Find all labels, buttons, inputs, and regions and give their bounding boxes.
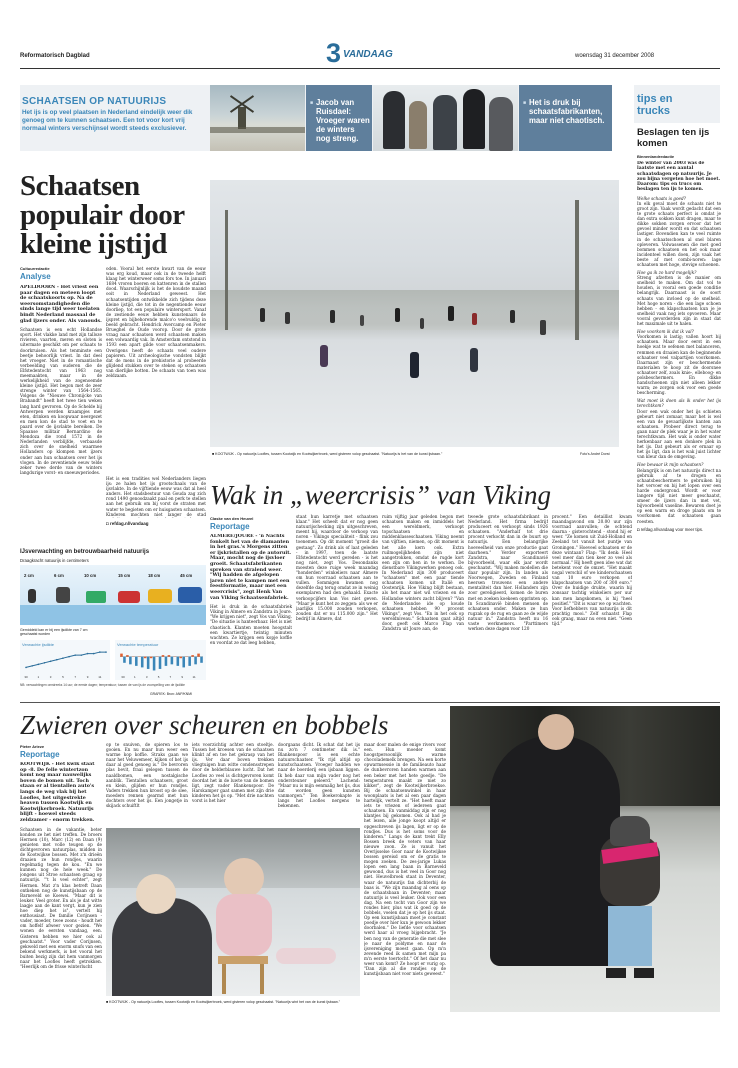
article1-column [106,266,206,476]
sidebar-kicker-top: tips en [637,93,673,105]
temp-tick-label: 9 [181,675,184,679]
article2-body: ruim vijftig jaar geleden begon met schaatsen maken en inmiddels het een wereldmerk, verkoopt topschaatsen en middenklasseschaatsen. Viking neemt van vijftien, niemen, op dit moment is het alle kern ook. Extra ruilmogelijkheden zijn niet aangetrokken, omdat de rugde kort een zijn om hen in te werken. De dienstbare Vikingwerken genoeg ook. In Nederland zijn 300 produceert "schaatsen" met een paar tiende schaatsen komen uit Italië en Oostenrijk. Hoe Viking blijft bestaan, als het maar niet wil vriezen en de Hollandse winters zacht blijven? "Van de Nederlandse ide op koude schaatsen hebben 90 procent Vikings", zegt Vos. "En in het ook op wereldniveau." Schaatsen gaat altijd door, geeft ook Marco Flap van Zandstra uit Joure aan, de [382,514,464,632]
article3-column [192,742,274,824]
temp-bar [191,655,194,657]
article3-headline: Zwieren over scheuren en bobbels [20,710,389,740]
temp-tick-label: 1 [133,675,136,679]
temp-bar [150,657,153,659]
thickness-label: 6 cm [54,573,64,578]
article2-body: Het is druk in de schaatsfabriek Viking in Almere en Zandstra in Joure. "We krijgen niet", zegt Vos van Viking. "De situatie is hanteerbaar. Het is niet chaotisch. Klanten moeten hoogstalt een kwartiertje, twintig minuten wachten. Ze krijgen een kopje koffie en voordat ze dat leeg hebben, [210,604,292,645]
lorry-icon [178,587,202,603]
sidebar-byline: Binnenlandredactie [637,154,675,159]
temp-bar [200,657,203,663]
ice-point [68,656,70,658]
sidebar-question: Hoe voorkom ik dat ik val? [637,329,694,335]
ice-point [44,662,46,664]
photo-child-head [224,858,264,898]
infographic-note: NB: verwachtingen omstreeks 14 uur; de eerste dagen; temperatuur; tussen de van ijs de voorspelling van de ijsdikte [20,683,185,687]
caption-kicker-mark: ■ [212,452,215,456]
photo-chair-leg [260,964,264,994]
temp-bar [135,657,138,666]
temp-bar [162,655,165,657]
article2-label: Reportage [210,522,250,531]
chart-ice-thickness [20,640,110,680]
group-icon [56,587,70,603]
article1-headline: Schaatsen populair door kleine ijstijd [20,170,185,260]
sidebar-question: Hoe bewaar ik mijn schaatsen? [637,462,704,468]
painting-windmill-tower [238,107,246,129]
temp-tick-label: 3 [145,675,148,679]
photo-skater [320,345,328,367]
ice-tick-label: 3 [49,675,52,679]
photo-woman-child [106,828,360,996]
article3-body: maar door malen de enige rivers voor een. Hun moeder komt hoogstpersoonlijk warme chocolademelk brengen. Na een korte opwarmsessie in de familieauto haar de dunbevroren handen warmen aan een beker met het hete goedje. "De temperaturen maakt ze niet zo kikker", zegt de Kootwijkerbroekse. Bij de schaatsenwinkel in haar woonplaats is het al een paar dagen hartelijk, vertelt ze. "Het heeft maar iets te vriezen of iedereen gaat schaatsen. En vanmiddag zijn er nog klantjes bij gekomen. Ook al had je het lezen, alle jonge koopt altijd er opgeschreven ijs lagen, ligt er op de rondjes. Dus is het soms voor de kinderen." Langs de kant trekt Elly Bossen breek de veters van haar nieuwe zoon. Ze is vanuit het Overijsselse Goor naar de Kootwijkse bossen gereisd om er de gratis te mogen zoeken. De zes-jarige Lukas lopen een lang baan in Barneveld gewoond, dus is het veel in Goor nog niet. Heuvelbroek staat in Deventer, waar de natuurijs fan dichterbij de baas is. "We zijn maandag al oens op de schaatsbaan in Deventer; maar natuurijs is veel leuker. Ook voor een dag. Na een tocht van Goor zijn we rondes hier, plus wat ik goed op de bobbels, voelen dat je op het ijs staat. Op een kunstijsbaan moet je constant poedje over hier kun je gewoon lekker doorbalen." De liefde voor schaatsen werd haar al vroeg bijgebracht. "Je ben nog van de generatie die met slee je naar de poldyme en naar de ijsvereniging moest gaan. Op m'n zevende reed ik samen met mijn pa m'n eerste toertocht." Of het daar nu weer van komt? Ze hoopt er vurig op. "Dan zijn al die rondjes op de kunstijsbaan niet voor niets geweest." [364,742,446,977]
ice-point [62,657,64,659]
infographic-thickness-panel [20,565,206,625]
temp-tick-label: 5 [157,675,160,679]
article2-column [468,514,548,682]
photo-toddler-jeans [608,906,652,966]
photo-toddler-hat [610,816,650,846]
temp-tick-label: 11 [192,675,196,679]
photo-mother-head [538,714,574,750]
thickness-label: 45 cm [180,573,193,578]
sidebar-intro: De winter van 2003 was de laatste met een aantal schaatsdagen op natuurijs. Je zou bijna vergeten hoe het moet. Daarom: tips en trucs om beslagen ten ijs te komen. [637,161,721,193]
square-bullet-icon: ■ [523,100,527,106]
temp-tick-label: 30 [121,675,125,679]
ice-point [74,654,76,656]
chart1-title: Gemiddeld kan er bij een ijsdikte van 7 cm geschaatst worden [20,628,88,637]
temp-bar [123,657,126,663]
ice-tick-label: 9 [86,675,89,679]
article2-body: procent." Een detaillist kwam maandagavond om 20.00 uur zijn voorraad aanvullen; de ochtend daarna - gisterochtend - stond hij er weer. "Ze komen uit Zuid-Holland en Zeeland tot vanuit het puntje van Groningen." Hoeveel schaatsen er de deze wintaan? Flap: "Ik denk: Heel veel meer dan tien keer zo veel als normaal." Hij heeft geen idee wat dat betekent voor de omzet. "Het maakt nogal verschil of we kinderschaatsen van 10 euro verkopen of klapschaatsen van 200 of 300 euro." Over de huidige drukte, waarin hij zonsaar tachtig winkeliers per uur kan men langskomen, is hij "heel positief." "Dit is waar we op wachten. Voor liefhebbers van natuurijs is dit prachtig mooi." Zelf schaatst Flap ook graag, maar nu even niet. "Geen tijd." [552,514,632,626]
photo-woman-head [136,874,176,914]
chart-ice-label: Verwachte ijsdikte [22,642,55,647]
photo-skater [420,318,424,329]
sidebar-link-text[interactable]: refdag.nl/vandaag voor meer tips. [640,526,704,532]
article1-link[interactable] [106,521,148,526]
photo-shop-crowd [373,85,518,151]
infographic-source: GRAFIEK: Bron: ANP/KNMI [150,692,193,696]
photo-skater [360,315,364,326]
photo-chair-seat [218,956,268,964]
article1-body: Het is een tradities wel Nederlanders liegen ijs: ze halen het ijs grootschaals van de ijsvlakte. In de vijftiende eeuw was dat al heel anders. Het stadsbestuur van Gouda zag zich rond 1490 genoodzaakt paal en perk te stellen aan het gebruik om bij vorst de straten met water te begieten om er huisgasten schaatsen. Kinderen mochten niet langer de stad [106,476,206,517]
chart-temperature [115,640,206,680]
sidebar-link[interactable] [637,527,721,532]
masthead-date: woensdag 31 december 2008 [575,53,655,59]
temp-bar [153,657,156,671]
photo-tree [225,210,228,330]
photo-toddler-skate [606,968,626,978]
temp-bar [126,655,129,657]
article2-body: tweede grote schaatsfabrikant in Nederland. Het firma bedrijf produceert en verkoopt sinds 1926 schaatsen. "Anderhalf tot drie procent verkocht dan in de buurt op natuurijs. Een belangrijke hoeveelheid van onze productie gaat daarheen." Verder exporteert Zandstra, naar Scandinavië bijvoorbeeld, waar elk jaar wordt geschaatst. "Wij maken modellen die daar populair zijn. In landen als Noorwegen, Zweden en Finland heersen trouwens een andere mentaliteit dan hier. Hollanders zijn zoor gereligieerd, komen de buren met en zoeken koekeen opprinten op. In Scandinavië binden mensen de schaatsen onder. Maken ze hun rugzak op de rug en gaan ze de wijde natuur in." Zandstra heeft nu 16 vaste werknemers. "Parttimers werken deze dagen voor 120 [468,514,548,632]
ice-point [25,667,27,669]
section-divider [20,702,720,703]
ice-point [38,664,40,666]
sidebar-answer: Streng afzetten is de manier om snelheid te maken. Om dat vol te houden, is vooral een goede conditie belangrijk. Daarnaast is de soort schaats van invloed op de snelheid. Met hoge noren - die een lage schoen hebben - en klapschaatsen kun je je snelheid vaak nog iets opvoeren. Maar vooral gevorderden zijn in staat dat het maximale uit te halen. [637,275,721,327]
article3-body: op te snuiven, de spieren los te gooien. En nu maar hun weer een warme kop koffie. Straks gaan we naar het Veluwemeer, kijken of het ijs daar al goed genoeg is." De bevroren plas bevit, fraai gelegen tussen de naaldbomen, een nostalgische aanblik. Tientallen schaatsers, groot en klein, glijden er hun rondjes. Vaders trekken hun kroost op de slee, moeders rennen gearmd met hun dochters over het ijs. Een jongetje in skijack schuiftlt [106,742,188,809]
temp-bar [179,657,182,659]
ice-tick-label: 1 [37,675,40,679]
article2-column [382,514,464,682]
horse-icon [86,591,106,603]
temp-bar [144,657,147,659]
temp-bar [159,657,162,669]
photo-skater [330,310,335,323]
photo-skater [260,308,265,322]
thickness-label: 15 cm [118,573,131,578]
crowd-figure [463,89,485,149]
sidebar-question: Hoe ga ik zo hard mogelijk? [637,270,697,276]
temp-bar [171,657,174,665]
article3-column [20,762,102,1052]
article2-column [210,534,292,682]
article1-photo-credit: Foto's André Dorst [580,452,610,456]
thickness-label: 2 cm [24,573,34,578]
ice-point [50,660,52,662]
sidebar-question: Wat moet ik doen als ik onder het ijs terechtkom? [637,398,721,409]
article3-column [364,742,446,1042]
temp-bar [120,654,123,657]
ice-point [105,651,107,653]
infographic-subtitle: Draagkracht natuurijs in centimeters [20,558,89,563]
article3-label: Reportage [20,750,60,759]
article1-body: oden. Vooral het eerste kwart van de eeuw was erg koud, maar ook in de tweede helft klaag het winterweer soms fors toe. In januari 1684 vroren boeren en kattenren in de stallen dood. Waarschijnlijk is het de koudste maand ooit in Nederland geweest. Het schaatsentijden ontwikkelde zich tijdens deze kleine ijstijd, die tot in de negentiende eeuw doorliep, tot een populaire wintersport. Vanaf de zestiende eeuw hebben kunstenaars de ijspret en bijbehorende malco'o veelvuldig in beeld gebracht. Hendrick Avercamp en Pieter Brueghel de Oude voorop. Door de grote vraag naar schaatsen werd schaatsen maken een volwaardig vak. In Amsterdam ontstond in 1593 een apart gilde voor schaatsenmakers. Overigens heeft de schaats veel oudere papieren. Uit archeologische vondsten blijkt dat de mens in de prehistorie al probeerde glijdend stukken over te steken op schaatsen van dierlijke botten. De schaats van toen was zeldzaam. [106,266,206,378]
person-icon [28,589,36,603]
article1-byline: Cultuurredactie [20,266,50,271]
article1-lead: APELDOORN - Het vriest een paar dagen en meteen loopt de schaatskoorts op. Na de weersomstandigheden die sinds lange tijd weer toelaten bindt Nederland massaal de glad ijzers onder. Als vanouds. [20,285,102,324]
infographic-ice-layer [20,605,206,625]
article3-body: iets voorzichtig achter een stoeltje. Tussen het kroesen van de schaatsen klinkt af en toe het gekrasp van het ijs. Ver daar boven trekken vliegtuigen hun witte condensstrepen door de helderblauwe lucht. Dat het Loofles zo veel is dichtgevroren komt doordat het in de luwte van de bomen ligt, zegt vader Blankenspoor. De Harskamper gaat samen met zijn drie kinderen het ijs op. "Met drie nachten vorst is het hier [192,742,274,804]
photo-skater [395,308,400,322]
sidebar-answer: Door een wak onder het ijs schieten gebeurt niet zomaar, maar het is wel een van de gevaarlijkste kanten aan schaatsen. Probeer direct terug te gaan naar de plek waar je in het water terechtkwam. Het wak is onder water herkenbaar aan een donkere plek in het ijs. Dat gebeurt als er ernaar op het ijs ligt, dan is het wak juist lichter van kleur dan de omgeving. [637,408,721,460]
car-icon [118,591,140,603]
temp-bar [194,657,197,665]
temp-bar [147,657,150,669]
article1-photo-caption [212,452,552,456]
photo-skaters-loofles [210,180,619,447]
sidebar-answer: Voorkomen is lastig; vallen hoort bij schaatsen. Maar door eerst in een hoekje wat te oefenen met balanceren, remmen en draaien kan de beginnende schaatser veel valpartijen voorkomen. Daarnaast zijn er beschermende materialen te koop zit de doorsnee schaatser zelf, zoals knie-, elleboog- en polsbeschermers. En dikke handschoenen zijn niet alleen lekker warm; ze zorgen ook voor een goede bescherming. [637,334,721,396]
temp-bar [165,657,168,666]
temp-bar [188,657,191,666]
temp-tick-label: 7 [169,675,172,679]
article2-body: staat hun karretje met schaatsen klaar." Het scheelt dat er nog geen natuurijschecking zijn uitgeschreven, meent hij, waardoor de verkoop van noren - Vikings specialiteit - flink zou toenemen. Op dit moment "groeit die gestaag". Zo drink als of laat geleden - in 1997, toen de laatste Elfstedentocht werd gereden - is het nog niet, zegt Vos. Desondanks moesten deze ruige week maandag "honderden" winkeliers naar Almere om hun voorraad schaatsen aan te vullen. Sommigen kwamen nog dezelfde dag terug omdat ze in weinig exemplaren had den gehaald. Exacte verkoopcijfers kan Vos niet geven. "Maar je kunt het zo zeggen: als we er jaarlijks 15.000 zouden verkopen, zouden dat er nu 115.000 zijn." Het bedrijf in Almere, dat [296,514,378,621]
thickness-label: 18 cm [148,573,161,578]
ice-point [93,653,95,655]
caption-kicker-mark: ■ [106,1000,109,1004]
article3-lead: KOOTWIJK - Het kwik staat op -8. De felle wintertzon komt nog maar nauwelijks boven de bomen uit. Toch staan er al tientallen auto's langs de weg vlak bij het Loofles, het uitgestrekte heaven tussen Kootwijk en Kootwijkerbroek. Natuurijs blijft - hoewel steeds zeldzamer - enorm trekken. [20,762,95,823]
ice-point [81,654,83,656]
section-number: 3 [326,38,342,68]
ice-point [56,659,58,661]
article3-photo-caption-text: KOOTWIJK - Op natuurijs Loofles, tussen Kootwijk en Kootwijkerbroek, werd gisteren volop geschaatst. "Natuurijs wint het van de kunst ijsbaan." [109,1000,341,1004]
photo-skater [410,352,419,378]
photo-skater [285,312,290,324]
sidebar-answer: In elk geval moet de schaats niet te groot zijn. Vaak wordt gedacht dat een te grote schaats perfect is omdat je dan extra sokken kunt dragen, maar te dikke sokken zorgen ervoor dat het gevoel minder wordt en dat schaatsen lastiger. Bovendien kan te veel ruimte in de schaatsschoen al snel blaren opleveren. Volwassenen die met goed bommen schaatsen en het ook maar incidenteel willen doen, zijn vaak het beste af met combi-noren: lage schaatsen met hoge, stevige schoenen. [637,200,721,267]
masthead-paper-name: Reformatorisch Dagblad [20,53,90,59]
crowd-figure [433,95,457,150]
photo-skater [510,310,515,323]
photo-skater [448,306,454,321]
article1-link-text[interactable]: refdag.nl/vandaag [109,521,149,526]
link-icon: ◘ [637,526,641,532]
ice-point [31,665,33,667]
photo-child-jacket [216,894,272,956]
crowd-caption: Het is druk bij schaatsfabrikanten, maar niet chaotisch. [529,98,605,125]
temp-bar [177,657,180,666]
article1-label: Analyse [20,272,51,281]
thickness-label: 10 cm [84,573,97,578]
masthead-rule [20,68,720,69]
photo-child-legs [276,948,336,964]
ice-point [99,651,101,653]
article3-body: Schaatsen in de vakantie, beter konden ze het niet treffen. De broers Hermen (10), Marc (12) en Daan (9) genieten met volle teugen op de dichtgevroren natuurplas, midden in de Kootwijkse bossen. Met z'n drieën draaien ze hun rondjes, waarin regelmatig tegen de kou. "En we kunnen nog de hele week." De jongens uit Stroe schaatsen graag op natuurijs. "'t Is veel echter", zegt Hermen. Mat z'n klas betreft Daan ontkeken nog de kunstijsbaan op de Barneveld se Koewei. "Maar dit is leuker. Veel groter. En als je dat witte laagje aan de kant vergt, kun je zien hoe diep het is", vertelt hij enthousiast. De familie Corijnsen - vader, moeder, twee zoons - houdt het om hoffelf afweer voor gezien. "We wonen de eersten vandaag, een. Gisteren hebben we hier ook al geschaatst." Voor vader Corijnsen, gekweld met een enorm snufs van een bekend werkmerk, is het vooral het buiten bezig zijn dat hem vanmorgen naar het Loofles heeft getrokken. "Heerlijk om de frisse winterlucht [20,826,102,970]
sidebar-headline: Beslagen ten ijs komen [637,127,710,149]
ice-tick-label: 7 [74,675,77,679]
article2-column [552,514,632,682]
crowd-figure [489,97,513,151]
temp-bar [197,654,200,657]
article3-column [278,742,360,824]
chart-temp-label: Verwachte temperatuur [117,642,159,647]
banner-kicker: SCHAATSEN OP NATUURIJS [22,96,167,107]
article1-body: Schaatsen is een echt Hollandse sport. Het vlakke land met zijn talloze rivieren, vaarten, meren en sloten is uitermate geschikt om per schaats te doorkruisen. Als het tenminste een beetje behoorlijk vriest. In dat deel het vroeger. Niet in de romantische verbeelding van ouderen die de Elfstedentocht van 1963 nog meemaakten, maar in de werkelijkheid van de zogenoemde kleine ijstijd. Het begon met de zeer strenge winter van 1564-1565. Volgens de "Nieuwe Chronijcke van Brabandt" heeft het twee tien weken lang hard gevroren. Op de Schelde bij Antwerpen werden kraampjes met eten, drinken en koopwaar neergezet en men kon de stad te voet en te paard over de ijsvlakte bereiken. De Spaanse militair Bernardino de Mendoza die rond 1572 in de Nederlanden verblijfde, verbaasde zich over de snelheid waarmee Hollanders op klompen met ijzers onder aan hun schaatsen over het ijs vlogen. In de zeventiende eeuw telde zeker twee derde van de winters langdurige vorst- en sneeuwperiodes. [20,327,102,475]
painting-caption: Jacob van Ruisdael: Vroeger waren de winters nog streng. [316,98,370,143]
section-name: VANDAAG [343,49,393,60]
sidebar-question: Welke schaats is goed? [637,195,686,201]
article2-byline: Claske van den Heuvel [210,516,254,521]
temp-bar [168,655,171,657]
article2-column [296,514,378,682]
photo-skater [472,313,477,325]
crowd-figure [383,91,405,149]
painting-treeline [210,127,305,133]
temp-bar [141,657,144,668]
article1-photo-caption-text: KOOTWIJK - Op natuurijs Loofles, tussen Kootwijk en Kootwijkerbroek, werd gisteren volop geschaatst. "Natuurijs is het van de kunst ijsbaan." [215,452,443,456]
photo-chair-leg [222,964,226,994]
ice-point [87,653,89,655]
sidebar-body [637,161,721,664]
photo-treeline [210,290,619,330]
temp-bar [129,657,132,665]
truck-icon [148,589,172,603]
article2-headline: Wak in „weercrisis” van Viking [210,480,551,510]
crowd-figure [409,101,427,149]
photo-skater [470,348,478,372]
article3-byline: Pieter Arieze [20,744,45,749]
ice-tick-label: 5 [62,675,64,679]
article1-column [106,476,206,518]
article3-photo-caption [106,1000,360,1004]
photo-tree [575,200,579,340]
link-icon: ◘ [106,521,110,526]
banner-intro: Het ijs is op veel plaatsen in Nederland eindelijk weer dik genoeg om te kunnen schaatsen. Een tot voor kort vrij normaal winters verschijnsel wordt steeds exclusiever. [22,109,193,132]
photo-mother-toddler [450,706,720,1012]
article3-body: doorgaans dicht. Ik schat dat het ijs nu zo'n 7 centimeter dik is." Blankenspoor is een echte natuurschaatser. "Ik rijd altijd op kunstschaatsen. Vroeger hadden we naar de boerderij een ijsbaan liggen. Ik heb daar van mijn vader nog het ondersteuner geleerd." Lachend: "Maar nu is mijn eenmalig het ijs, dus dat worden geen kunsten vanmorgen." Ten Boekerokapte is langs het Loofles nergens te bekennen. [278,742,360,809]
photo-ruisdael-painting [210,85,305,151]
ice-tick-label: 11 [98,675,102,679]
photo-toddler-skate [634,968,654,978]
article1-column [20,285,102,518]
temp-bar [182,657,185,668]
square-bullet-icon: ■ [310,100,314,106]
sidebar-answer: Belangrijk is om het natuurijs direct na gebruik af te drogen en schaatsbeschermers te gebruiken bij het vervoer en bij het lopen over een harde ondergrond. Wordt er voor langere tijd niet meer geschaatst, smeer de ijzers dan in met vet, bijvoorbeeld vaseline. Bewaren doet je op een warm en droge plaats om te voorkomen dat schaatsen gaan roesten. [637,467,721,524]
sidebar-kicker-bottom: trucks [637,105,671,117]
photo-skater [540,320,546,335]
ice-tick-label: 30 [24,675,28,679]
infographic-title: IJsverwachting en betrouwbaarheid natuurijs [20,549,150,555]
article2-lead: ALMERE/JOURE - 'n Nachts fonkelt het van de diamanten in het gras.'s Morgens zitten er ijskristallen op de autoruit. Maar, mocht nog de ijsvloer groeit. Schaatsfabrikanten spreken van stralend weer. "Wij hadden de afgelopen jaren niet te kampen met een feestformatie, maar met een weercrisis", zegt Henk Van van Viking Schaatsenfabriek. [210,534,292,601]
article3-column [106,742,188,824]
